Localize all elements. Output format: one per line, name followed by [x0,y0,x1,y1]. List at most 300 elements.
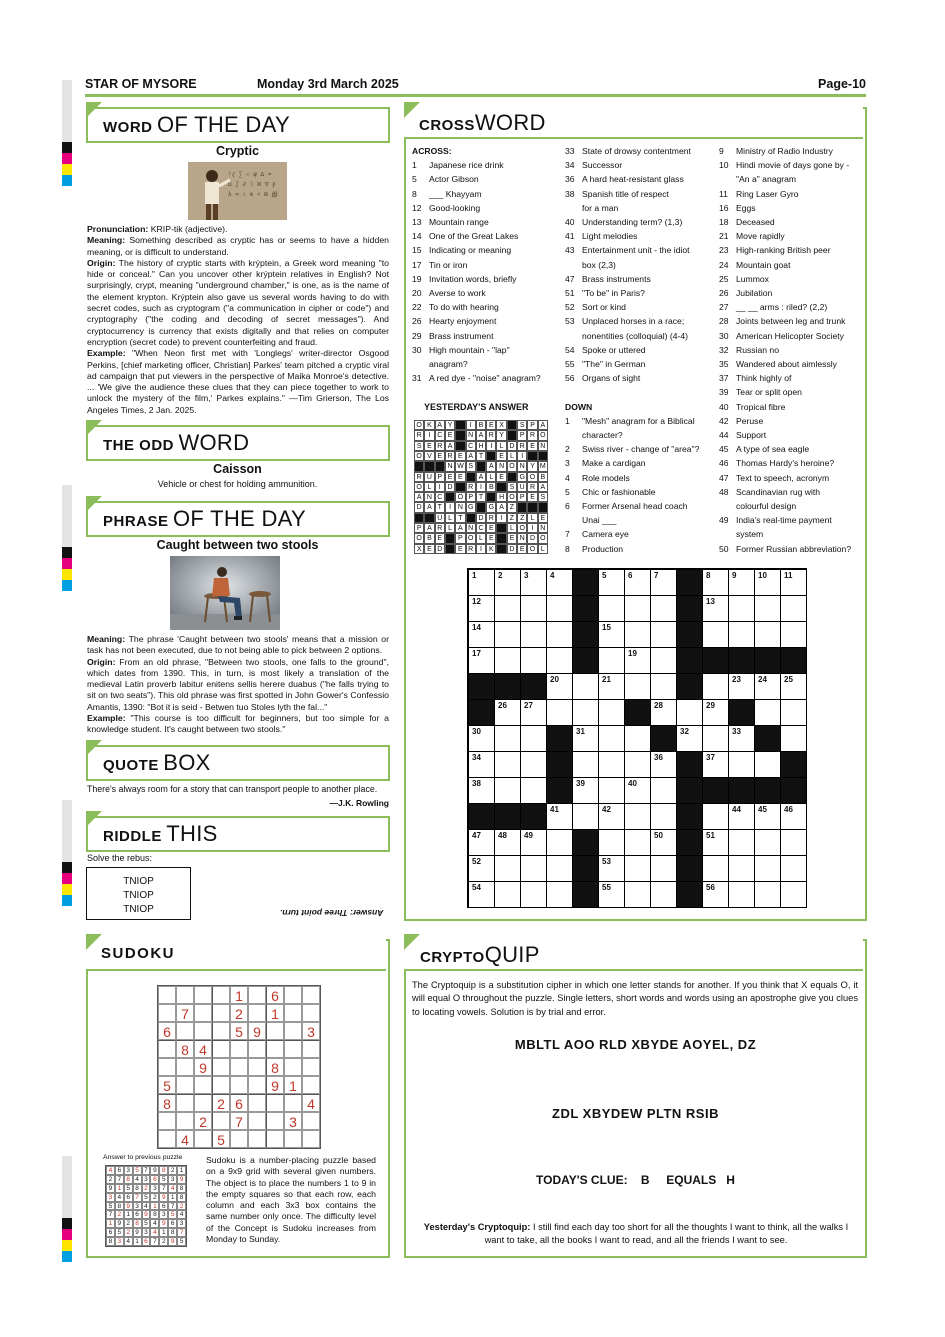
sudoku-cell[interactable] [212,1058,230,1076]
sudoku-cell[interactable] [158,1058,176,1076]
sudoku-cell[interactable] [302,1130,320,1148]
crossword-cell[interactable] [494,829,521,856]
clue-number: 10 [758,571,767,580]
crossword-cell[interactable] [598,673,625,700]
crossword-cell[interactable] [572,751,599,778]
sudoku-cell[interactable] [212,1040,230,1058]
crossword-cell[interactable] [624,621,651,648]
crossword-cell[interactable] [598,829,625,856]
crossword-cell[interactable] [546,829,573,856]
crossword-cell[interactable] [754,829,781,856]
sudoku-cell[interactable] [212,1004,230,1022]
answer-cell: E [424,544,434,554]
crossword-cell[interactable] [728,673,755,700]
answer-cell [507,430,517,440]
answer-cell: H [476,441,486,451]
answer-cell: E [455,451,465,461]
cryptoquip-line-2: ZDL XBYDEW PLTN RSIB [552,1106,719,1121]
answer-cell: N [517,461,527,471]
answer-cell: X [414,544,424,554]
sudoku-grid[interactable] [157,985,321,1149]
prev-sudoku-cell: 5 [115,1228,124,1237]
sudoku-cell[interactable] [302,1004,320,1022]
answer-cell: L [424,482,434,492]
crossword-cell[interactable] [702,673,729,700]
crossword-cell[interactable] [494,751,521,778]
answer-cell: O [414,420,424,430]
crossword-cell[interactable] [520,855,547,882]
answer-cell [414,461,424,471]
crossword-cell[interactable] [728,751,755,778]
crossword-cell[interactable] [572,725,599,752]
odd-word-title: THE ODD WORD [103,430,250,455]
across-clue: 43 Entertainment unit - the idiot [565,245,690,256]
crossword-cell[interactable] [754,595,781,622]
crossword-cell[interactable] [494,855,521,882]
crossword-block [494,673,521,700]
crossword-cell[interactable] [598,725,625,752]
down-clue: 25 Lummox [719,273,769,284]
crossword-cell[interactable] [650,803,677,830]
down-clue: 11 Ring Laser Gyro [719,188,799,199]
answer-cell: N [455,502,465,512]
sudoku-cell[interactable] [248,1076,266,1094]
sudoku-cell[interactable] [176,1058,194,1076]
crossword-cell[interactable] [546,673,573,700]
crossword-cell[interactable] [728,881,755,908]
quote-box-title: QUOTE BOX [103,750,211,775]
page-number: Page-10 [818,77,866,91]
crossword-cell[interactable] [728,595,755,622]
crossword-cell[interactable] [780,881,807,908]
sudoku-cell[interactable] [302,1076,320,1094]
answer-cell: E [435,533,445,543]
crossword-cell[interactable] [728,725,755,752]
crossword-cell[interactable] [546,881,573,908]
answer-cell: T [476,492,486,502]
crossword-cell[interactable] [650,855,677,882]
sudoku-cell[interactable] [302,1058,320,1076]
prev-sudoku-cell: 1 [106,1219,115,1228]
crossword-cell[interactable] [520,751,547,778]
sudoku-cell[interactable] [284,1058,302,1076]
crossword-cell[interactable] [728,569,755,596]
sudoku-cell[interactable] [266,1130,284,1148]
crossword-cell[interactable] [624,751,651,778]
crossword-cell[interactable] [754,881,781,908]
crossword-cell[interactable] [650,699,677,726]
crossword-cell[interactable] [598,647,625,674]
crossword-cell[interactable] [468,855,495,882]
crossword-cell[interactable] [780,829,807,856]
across-clue: 47 Brass instruments [565,273,651,284]
answer-cell: G [517,472,527,482]
sudoku-cell[interactable] [302,1040,320,1058]
down-clue: colourful design [736,501,797,512]
crossword-cell[interactable] [650,881,677,908]
sudoku-cell[interactable] [248,1004,266,1022]
crossword-cell[interactable] [546,621,573,648]
answer-cell: E [455,472,465,482]
crossword-cell[interactable] [702,569,729,596]
sudoku-cell[interactable] [194,1094,212,1112]
crossword-cell[interactable] [468,881,495,908]
crossword-cell[interactable] [650,777,677,804]
crossword-block [520,673,547,700]
crossword-cell[interactable] [468,725,495,752]
sudoku-cell[interactable] [212,1076,230,1094]
answer-cell: I [424,430,434,440]
crossword-cell[interactable] [546,595,573,622]
crossword-cell[interactable] [598,699,625,726]
crossword-cell[interactable] [520,595,547,622]
crossword-cell[interactable] [598,803,625,830]
prev-sudoku-cell: 5 [142,1193,151,1202]
answer-cell: R [414,430,424,440]
crossword-cell[interactable] [494,569,521,596]
crossword-block [728,647,755,674]
sudoku-cell[interactable] [248,986,266,1004]
crossword-cell[interactable] [572,803,599,830]
prev-sudoku-cell: 2 [177,1202,186,1211]
prev-sudoku-cell: 7 [142,1166,151,1175]
sudoku-cell[interactable] [194,986,212,1004]
crossword-cell[interactable] [494,595,521,622]
crossword-cell[interactable] [702,829,729,856]
across-clue: 51 "To be" in Paris? [565,288,645,299]
clue-number: 13 [706,597,715,606]
sudoku-cell[interactable] [284,1094,302,1112]
answer-cell: L [507,523,517,533]
crossword-cell[interactable] [494,647,521,674]
across-clue: 26 Hearty enjoyment [412,316,497,327]
crossword-cell[interactable] [546,699,573,726]
sudoku-cell[interactable] [194,1022,212,1040]
crossword-cell[interactable] [624,829,651,856]
crossword-cell[interactable] [702,751,729,778]
crossword-cell[interactable] [598,595,625,622]
crossword-cell[interactable] [468,829,495,856]
crossword-cell[interactable] [546,569,573,596]
answer-cell: E [538,513,548,523]
crossword-cell[interactable] [650,647,677,674]
crossword-cell[interactable] [650,595,677,622]
sudoku-cell[interactable] [302,1112,320,1130]
clue-number: 30 [472,727,481,736]
prev-sudoku-cell: 2 [142,1184,151,1193]
across-clue: 52 Sort or kind [565,302,626,313]
crossword-cell[interactable] [520,647,547,674]
crossword-cell[interactable] [728,829,755,856]
sudoku-cell[interactable] [248,1130,266,1148]
crossword-cell[interactable] [572,777,599,804]
sudoku-cell[interactable] [212,986,230,1004]
clue-number: 26 [498,701,507,710]
sudoku-cell[interactable] [230,1058,248,1076]
sudoku-cell[interactable] [158,1130,176,1148]
cryptoquip-intro: The Cryptoquip is a substitution cipher in which one letter stands for another. If you think that X equals O, it will equal O throughout the puzzle. Single letters, short words and words using an apostrophe give you clues to locating vowels. Solution is by trial and error. [412,980,858,1017]
crossword-cell[interactable] [598,855,625,882]
word-of-day-title: WORD OF THE DAY [103,112,290,137]
answer-cell: D [507,544,517,554]
crossword-cell[interactable] [702,881,729,908]
answer-cell [538,451,548,461]
crossword-cell[interactable] [650,829,677,856]
answer-cell: B [486,482,496,492]
crossword-cell[interactable] [546,855,573,882]
crossword-cell[interactable] [598,751,625,778]
svg-text:ᚠ𝜉 ∑ ☉ ψ ∆ ≈: ᚠ𝜉 ∑ ☉ ψ ∆ ≈ [228,171,272,178]
crossword-cell[interactable] [780,725,807,752]
crossword-cell[interactable] [754,699,781,726]
crossword-cell[interactable] [468,647,495,674]
sudoku-cell[interactable] [284,1022,302,1040]
crossword-cell[interactable] [780,699,807,726]
crossword-block [468,673,495,700]
crossword-cell[interactable] [650,751,677,778]
answer-cell: L [445,523,455,533]
crossword-cell[interactable] [702,803,729,830]
down-clue: Unai ___ [582,515,617,526]
down-clue: 16 Eggs [719,202,756,213]
answer-cell: S [507,482,517,492]
crossword-cell[interactable] [754,803,781,830]
crossword-cell[interactable] [520,699,547,726]
crossword-cell[interactable] [650,673,677,700]
prev-sudoku-cell: 9 [115,1219,124,1228]
answer-cell: O [455,492,465,502]
crossword-cell[interactable] [494,725,521,752]
down-clue: 45 A type of sea eagle [719,444,810,455]
sudoku-cell[interactable] [230,1040,248,1058]
clue-number: 45 [758,805,767,814]
answer-cell: A [435,420,445,430]
clue-number: 1 [472,571,477,580]
prev-sudoku-cell: 9 [124,1202,133,1211]
clue-number: 37 [706,753,715,762]
sudoku-cell[interactable] [176,1022,194,1040]
crossword-cell[interactable] [754,751,781,778]
crossword-cell[interactable] [598,777,625,804]
answer-cell: O [527,472,537,482]
crossword-cell[interactable] [520,777,547,804]
crossword-cell[interactable] [754,621,781,648]
crossword-cell[interactable] [780,569,807,596]
crossword-cell[interactable] [702,699,729,726]
crossword-block [468,803,495,830]
crossword-cell[interactable] [468,621,495,648]
answer-cell [424,461,434,471]
crossword-cell[interactable] [676,725,703,752]
prev-sudoku-cell: 4 [124,1237,133,1246]
across-clue: 15 Indicating or meaning [412,245,512,256]
crossword-cell[interactable] [728,855,755,882]
crossword-cell[interactable] [702,595,729,622]
crossword-cell[interactable] [624,647,651,674]
answer-cell: A [486,461,496,471]
sudoku-cell[interactable] [176,1076,194,1094]
crossword-cell[interactable] [624,855,651,882]
answer-cell: O [414,482,424,492]
answer-cell: N [496,461,506,471]
across-clue: 33 State of drowsy contentment [565,146,691,156]
crossword-cell[interactable] [494,777,521,804]
crossword-cell[interactable] [468,595,495,622]
sudoku-cell[interactable] [302,986,320,1004]
registration-strip [62,800,72,906]
crossword-cell[interactable] [624,803,651,830]
crossword-cell[interactable] [624,881,651,908]
sudoku-cell[interactable] [266,1112,284,1130]
sudoku-cell[interactable] [248,1094,266,1112]
sudoku-cell: 1 [230,986,248,1004]
crossword-cell[interactable] [728,621,755,648]
down-clue: 35 Wandered about aimlessly [719,359,837,370]
crossword-cell[interactable] [598,881,625,908]
crossword-cell[interactable] [598,621,625,648]
crossword-cell[interactable] [780,595,807,622]
paper-name: STAR OF MYSORE [85,77,197,91]
answer-cell [496,544,506,554]
crossword-cell[interactable] [494,621,521,648]
crossword-cell[interactable] [520,725,547,752]
sudoku-cell[interactable] [248,1058,266,1076]
crossword-cell[interactable] [520,621,547,648]
crossword-cell[interactable] [520,569,547,596]
sudoku-cell[interactable] [158,1040,176,1058]
prev-sudoku-cell: 1 [168,1193,177,1202]
crossword-cell[interactable] [702,725,729,752]
clue-number: 25 [784,675,793,684]
sudoku-cell: 1 [284,1076,302,1094]
crossword-cell[interactable] [728,803,755,830]
crossword-cell[interactable] [494,881,521,908]
crossword-cell[interactable] [546,803,573,830]
crossword-cell[interactable] [624,777,651,804]
sudoku-cell[interactable] [266,1094,284,1112]
crossword-cell[interactable] [780,621,807,648]
crossword-cell[interactable] [468,569,495,596]
prev-sudoku-cell: 5 [177,1237,186,1246]
answer-cell [466,472,476,482]
sudoku-cell[interactable] [194,1076,212,1094]
sudoku-cell[interactable] [230,1076,248,1094]
crossword-cell[interactable] [676,699,703,726]
answer-cell: P [414,523,424,533]
crossword-block [624,699,651,726]
crossword-block [780,777,807,804]
sudoku-cell[interactable] [284,1004,302,1022]
sudoku-cell[interactable] [248,1040,266,1058]
crossword-cell[interactable] [780,803,807,830]
answer-cell: I [445,502,455,512]
crossword-block [546,777,573,804]
sudoku-cell: 5 [212,1130,230,1148]
crossword-cell[interactable] [468,751,495,778]
sudoku-cell: 3 [302,1022,320,1040]
answer-cell [517,502,527,512]
answer-cell: A [424,502,434,512]
crossword-cell[interactable] [780,855,807,882]
sudoku-cell[interactable] [194,1004,212,1022]
prev-sudoku-cell: 3 [150,1184,159,1193]
sudoku-cell[interactable] [194,1130,212,1148]
crossword-block [572,647,599,674]
crossword-cell[interactable] [624,673,651,700]
sudoku-cell[interactable] [176,1112,194,1130]
crossword-cell[interactable] [702,855,729,882]
clue-number: 34 [472,753,481,762]
crossword-cell[interactable] [520,881,547,908]
crossword-cell[interactable] [624,725,651,752]
crossword-cell[interactable] [702,621,729,648]
crossword-cell[interactable] [494,699,521,726]
sudoku-cell[interactable] [176,986,194,1004]
across-clue: 14 One of the Great Lakes [412,231,519,242]
sudoku-cell[interactable] [248,1112,266,1130]
crossword-cell[interactable] [520,829,547,856]
crossword-cell[interactable] [754,855,781,882]
clue-number: 17 [472,649,481,658]
crossword-grid[interactable] [467,568,807,908]
crossword-cell[interactable] [754,569,781,596]
crossword-cell[interactable] [546,647,573,674]
sudoku-cell[interactable] [158,1004,176,1022]
crossword-cell[interactable] [780,673,807,700]
answer-cell: I [435,482,445,492]
prev-sudoku-cell: 9 [150,1166,159,1175]
crossword-cell[interactable] [650,621,677,648]
crossword-cell[interactable] [650,569,677,596]
down-clue: 27 __ __ arms : riled? (2,2) [719,302,828,313]
prev-sudoku-cell: 7 [159,1184,168,1193]
sudoku-cell[interactable] [284,1130,302,1148]
crossword-cell[interactable] [598,569,625,596]
sudoku-cell[interactable] [212,1112,230,1130]
crossword-cell[interactable] [624,595,651,622]
prev-sudoku-cell: 3 [142,1175,151,1184]
sudoku-cell[interactable] [266,1040,284,1058]
sudoku-cell[interactable] [230,1130,248,1148]
prev-sudoku-cell: 8 [106,1237,115,1246]
down-clue: 28 Joints between leg and trunk [719,316,846,327]
sudoku-cell[interactable] [284,1040,302,1058]
crossword-cell[interactable] [572,699,599,726]
crossword-cell[interactable] [572,673,599,700]
clue-number: 7 [654,571,659,580]
crossword-cell[interactable] [754,673,781,700]
phrase-of-day-phrase: Caught between two stools [156,538,319,552]
down-clue: 7 Camera eye [565,529,629,540]
down-clue: 40 Tropical fibre [719,401,786,412]
answer-cell: B [424,533,434,543]
sudoku-cell[interactable] [158,1112,176,1130]
sudoku-cell[interactable] [284,986,302,1004]
svg-text:λ ∞ ∴ ⊕ ∠ ϖ ∰: λ ∞ ∴ ⊕ ∠ ϖ ∰ [228,191,278,198]
sudoku-cell[interactable] [266,1022,284,1040]
sudoku-cell[interactable] [176,1094,194,1112]
sudoku-cell[interactable] [158,986,176,1004]
clue-number: 50 [654,831,663,840]
prev-sudoku-cell: 4 [168,1184,177,1193]
crossword-cell[interactable] [468,777,495,804]
answer-cell: D [414,502,424,512]
crossword-cell[interactable] [624,569,651,596]
answer-cell: E [455,544,465,554]
sudoku-cell[interactable] [212,1022,230,1040]
down-clue: 21 Move rapidly [719,231,785,242]
across-clue: 31 A red dye - "noise" anagram? [412,373,541,384]
